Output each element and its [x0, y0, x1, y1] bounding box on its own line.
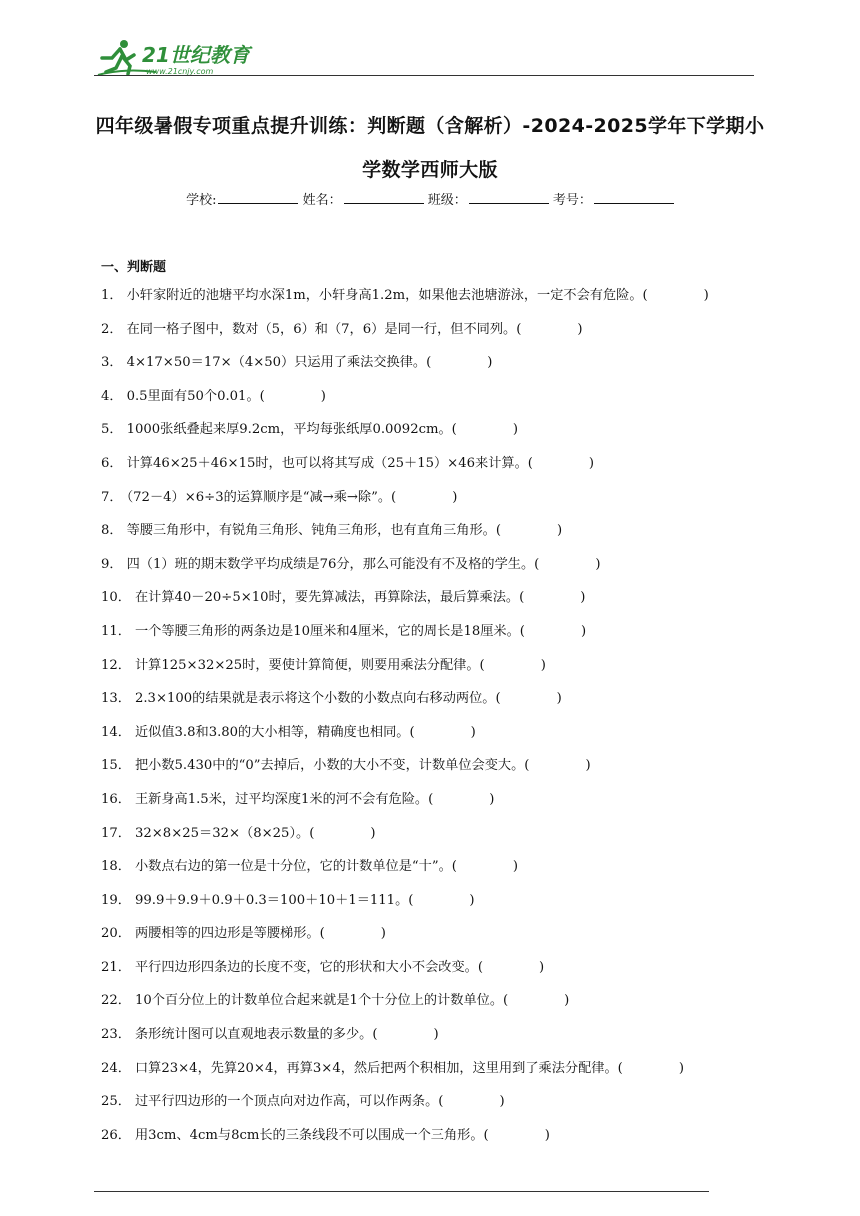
question-item: [101, 990, 801, 1024]
brand-logo: [94, 38, 264, 78]
question-text: 32×8×25＝32×（8×25）。(: [134, 825, 315, 841]
question-text: 等腰三角形中，有锐角三角形、钝角三角形，也有直角三角形。(: [126, 523, 501, 539]
class-label: 班级：: [427, 193, 467, 208]
question-number: 10．: [101, 590, 131, 606]
answer-close-paren: ): [512, 859, 519, 875]
question-number: 16．: [101, 791, 131, 807]
question-list: [101, 285, 801, 1158]
class-blank[interactable]: [469, 190, 549, 204]
question-item: [101, 352, 801, 386]
question-text: 小轩家附近的池塘平均水深1m，小轩身高1.2m，如果他去池塘游泳，一定不会有危险。(: [126, 288, 648, 303]
answer-close-paren: ): [588, 455, 595, 471]
question-number: 2．: [101, 321, 123, 337]
name-blank[interactable]: [344, 190, 424, 204]
question-number: 19．: [101, 892, 131, 908]
question-text: 计算46×25＋46×15时，也可以将其写成（25＋15）×46来计算。(: [126, 455, 533, 471]
answer-close-paren: ): [556, 691, 562, 707]
question-text: 计算125×32×25时，要使计算简便，则要用乘法分配律。(: [134, 657, 485, 673]
name-label: 姓名：: [302, 193, 342, 208]
answer-close-paren: ): [370, 825, 376, 841]
question-text: 把小数5.430中的“0”去掉后，小数的大小不变，计数单位会变大。(: [134, 758, 530, 774]
question-text: 王新身高1.5米，过平均深度1米的河不会有危险。(: [134, 791, 434, 807]
question-text: 用3cm、4cm与8cm长的三条线段不可以围成一个三角形。(: [134, 1127, 489, 1143]
answer-close-paren: ): [580, 590, 586, 606]
question-item: [101, 957, 801, 991]
answer-close-paren: ): [433, 1027, 439, 1043]
answer-close-paren: ): [703, 288, 709, 303]
question-item: [101, 520, 801, 554]
question-item: [101, 554, 801, 588]
question-number: 4．: [101, 388, 123, 404]
question-text: 平行四边形四条边的长度不变，它的形状和大小不会改变。(: [134, 959, 483, 975]
question-number: 9．: [101, 556, 123, 572]
question-number: 21．: [101, 959, 131, 975]
footer-divider: [94, 1191, 709, 1192]
question-text: 过平行四边形的一个顶点向对边作高，可以作两条。(: [134, 1094, 444, 1110]
question-number: 22．: [101, 993, 131, 1009]
question-text: 在计算40－20÷5×10时，要先算减法，再算除法，最后算乘法。(: [134, 590, 525, 606]
question-item: [101, 823, 801, 857]
answer-close-paren: ): [539, 959, 545, 975]
question-item: [101, 487, 801, 521]
logo-url-text: www.21cnjy.com: [146, 67, 214, 76]
page-title: 四年级暑假专项重点提升训练：判断题（含解析）-2024-2025学年下学期小学数学西师大版: [95, 115, 765, 181]
answer-close-paren: ): [512, 422, 518, 438]
question-number: 24．: [101, 1060, 131, 1076]
question-item: [101, 386, 801, 420]
question-number: 25．: [101, 1094, 131, 1110]
question-item: [101, 923, 801, 957]
answer-close-paren: ): [595, 556, 601, 572]
answer-close-paren: ): [320, 388, 326, 404]
section-heading: 一、判断题: [101, 260, 167, 275]
question-text: 2.3×100的结果就是表示将这个小数的小数点向右移动两位。(: [134, 691, 501, 707]
question-number: 1．: [101, 288, 123, 303]
question-text: 条形统计图可以直观地表示数量的多少。(: [134, 1027, 378, 1043]
question-item: [101, 1125, 801, 1159]
question-text: 四（1）班的期末数学平均成绩是76分，那么可能没有不及格的学生。(: [126, 556, 540, 572]
question-text: （72－4）×6÷3的运算顺序是“减→乘→除”。(: [126, 489, 397, 505]
answer-close-paren: ): [678, 1060, 684, 1076]
school-blank[interactable]: [218, 190, 298, 204]
answer-close-paren: ): [564, 993, 570, 1009]
question-text: 小数点右边的第一位是十分位，它的计数单位是“十”。(: [134, 859, 457, 875]
question-item: [101, 789, 801, 823]
question-item: [101, 722, 801, 756]
question-item: [101, 419, 801, 453]
question-item: [101, 1091, 801, 1125]
answer-close-paren: ): [469, 892, 475, 908]
answer-close-paren: ): [544, 1127, 550, 1143]
student-info-row: [0, 190, 860, 211]
answer-close-paren: ): [499, 1094, 505, 1110]
question-item: [101, 688, 801, 722]
question-number: 13．: [101, 691, 131, 707]
question-text: 4×17×50＝17×（4×50）只运用了乘法交换律。(: [126, 355, 432, 371]
answer-close-paren: ): [577, 321, 583, 337]
answer-close-paren: ): [487, 355, 493, 371]
answer-close-paren: ): [540, 657, 546, 673]
question-item: [101, 1024, 801, 1058]
question-number: 6．: [101, 455, 123, 471]
question-number: 23．: [101, 1027, 131, 1043]
question-number: 15．: [101, 758, 131, 774]
question-number: 14．: [101, 724, 131, 740]
question-number: 11．: [101, 623, 131, 639]
question-number: 5．: [101, 422, 123, 438]
question-item: [101, 856, 801, 890]
question-item: [101, 319, 801, 353]
school-label: 学校:: [186, 193, 217, 208]
answer-close-paren: ): [556, 523, 563, 539]
answer-close-paren: ): [585, 758, 591, 774]
answer-close-paren: ): [580, 623, 587, 639]
question-text: 1000张纸叠起来厚9.2cm，平均每张纸厚0.0092cm。(: [126, 422, 457, 438]
question-text: 一个等腰三角形的两条边是10厘米和4厘米，它的周长是18厘米。(: [134, 623, 525, 639]
question-number: 3．: [101, 355, 123, 371]
question-text: 99.9＋9.9＋0.9＋0.3＝100＋10＋1＝111。(: [134, 892, 414, 908]
question-item: [101, 285, 801, 319]
exam-number-label: 考号：: [552, 193, 592, 208]
logo-text: 21世纪教育: [142, 43, 250, 67]
question-text: 近似值3.8和3.80的大小相等，精确度也相同。(: [134, 724, 415, 740]
question-item: [101, 655, 801, 689]
question-item: [101, 587, 801, 621]
runner-logo-icon: [94, 38, 264, 78]
question-number: 26．: [101, 1127, 131, 1143]
question-text: 口算23×4，先算20×4，再算3×4，然后把两个积相加，这里用到了乘法分配律。(: [134, 1060, 623, 1076]
question-number: 8．: [101, 523, 123, 539]
question-item: [101, 1058, 801, 1092]
header-divider: [94, 75, 754, 76]
question-item: [101, 755, 801, 789]
question-text: 0.5里面有50个0.01。(: [126, 388, 265, 404]
question-text: 10个百分位上的计数单位合起来就是1个十分位上的计数单位。(: [134, 993, 509, 1009]
question-number: 7．: [101, 489, 123, 505]
question-number: 20．: [101, 926, 131, 942]
answer-close-paren: ): [380, 926, 386, 942]
exam-number-blank[interactable]: [594, 190, 674, 204]
question-item: [101, 453, 801, 487]
question-item: [101, 621, 801, 655]
question-item: [101, 890, 801, 924]
answer-close-paren: ): [489, 791, 495, 807]
answer-close-paren: ): [452, 489, 458, 505]
question-number: 17．: [101, 825, 131, 841]
question-number: 18．: [101, 859, 131, 875]
question-text: 两腰相等的四边形是等腰梯形。(: [134, 926, 325, 942]
question-number: 12．: [101, 657, 131, 673]
question-text: 在同一格子图中，数对（5，6）和（7，6）是同一行，但不同列。(: [126, 321, 522, 337]
answer-close-paren: ): [470, 724, 476, 740]
